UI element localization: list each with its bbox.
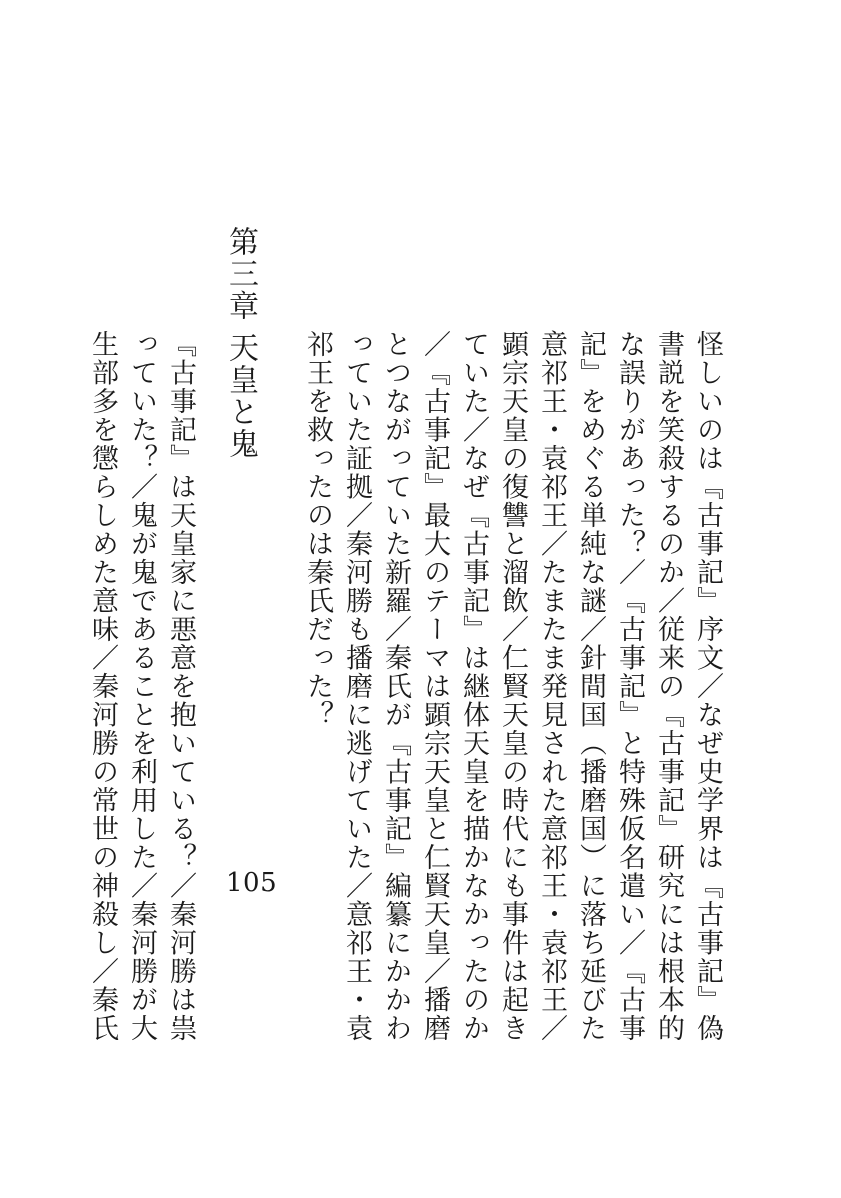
- toc-column-7: ていた／なぜ『古事記』は継体天皇を描かなかったのか: [458, 330, 489, 1043]
- chapter-toc-column-1: 『古事記』は天皇家に悪意を抱いている？／秦河勝は祟: [165, 330, 196, 1043]
- toc-column-8: ／『古事記』最大のテーマは顕宗天皇と仁賢天皇／播磨: [419, 330, 450, 1043]
- toc-column-2: 書説を笑殺するのか／従来の『古事記』研究には根本的: [653, 330, 684, 1043]
- chapter-number: 第三章: [223, 226, 258, 322]
- toc-column-5: 意祁王・袁祁王／たまたま発見された意祁王・袁祁王／: [536, 330, 567, 1043]
- toc-column-6: 顕宗天皇の復讐と溜飲／仁賢天皇の時代にも事件は起き: [497, 330, 528, 1043]
- chapter-toc-column-3: 生部多を懲らしめた意味／秦河勝の常世の神殺し／秦氏: [87, 330, 118, 1043]
- toc-column-4: 記』をめぐる単純な謎／針間国（播磨国）に落ち延びた: [575, 330, 606, 1043]
- chapter-title: 天皇と鬼: [223, 332, 258, 460]
- toc-column-9: とつながっていた新羅／秦氏が『古事記』編纂にかかわ: [380, 330, 411, 1043]
- toc-column-1: 怪しいのは『古事記』序文／なぜ史学界は『古事記』偽: [692, 330, 723, 1043]
- chapter-toc-column-2: っていた？／鬼が鬼であることを利用した／秦河勝が大: [126, 330, 157, 1043]
- toc-column-3: な誤りがあった？／『古事記』と特殊仮名遣い／『古事: [614, 330, 645, 1043]
- toc-column-10: っていた証拠／秦河勝も播磨に逃げていた／意祁王・袁: [341, 330, 372, 1043]
- toc-column-11: 祁王を救ったのは秦氏だった？: [302, 330, 333, 729]
- page-number: 105: [226, 868, 278, 898]
